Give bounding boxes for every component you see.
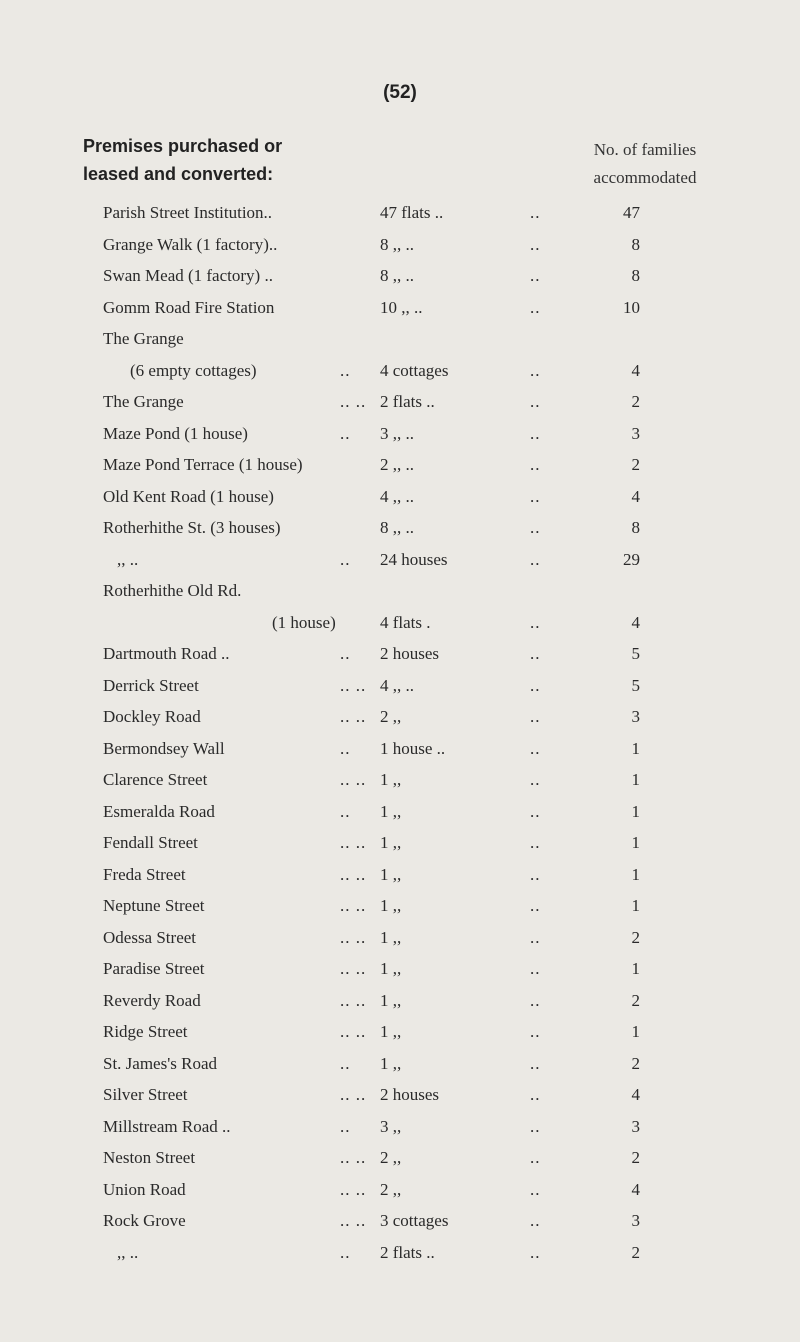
families-cell: 1 (631, 896, 640, 915)
leader-dots: .. (530, 801, 541, 821)
leader-dots: .. (340, 360, 351, 380)
families-cell: 3 (631, 707, 640, 726)
premises-cell: ,, .. (117, 1242, 139, 1262)
premises-cell: Maze Pond Terrace (1 house) (103, 455, 303, 474)
families-cell: 5 (631, 675, 640, 695)
table-row (0, 512, 800, 544)
premises-cell: ,, .. (117, 549, 139, 569)
families-cell: 1 (631, 801, 640, 821)
leader-dots: .. (530, 203, 541, 222)
leader-dots: .. (340, 423, 351, 443)
leader-dots: .. (530, 1242, 541, 1262)
families-column-heading (555, 136, 735, 192)
families-heading-line-2: accommodated (593, 168, 697, 187)
leader-dots: .. .. (340, 864, 367, 884)
table-row (0, 922, 800, 954)
premises-cell: Old Kent Road (1 house) (103, 486, 274, 506)
table-row (0, 607, 800, 639)
leader-dots: .. (530, 486, 541, 506)
families-cell: 4 (631, 612, 640, 632)
table-row (0, 670, 800, 702)
premises-cell: St. James's Road (103, 1053, 218, 1073)
premises-cell: Reverdy Road (103, 990, 201, 1010)
families-cell: 4 (631, 1179, 640, 1199)
leader-dots: .. (530, 738, 541, 758)
premises-table (0, 197, 800, 1268)
accommodation-cell: 1 ,, (380, 801, 402, 821)
premises-cell: (1 house) (272, 612, 336, 632)
accommodation-cell: 1 ,, (380, 770, 402, 789)
leader-dots: .. .. (340, 959, 367, 978)
accommodation-cell: 1 ,, (380, 864, 402, 884)
accommodation-cell: 10 ,, .. (380, 297, 423, 317)
families-cell: 8 (631, 266, 640, 285)
accommodation-cell: 3 ,, (380, 1116, 402, 1136)
leader-dots: .. .. (340, 392, 367, 411)
leader-dots: .. (530, 896, 541, 915)
leader-dots: .. (530, 833, 541, 852)
premises-cell: Odessa Street (103, 927, 197, 947)
leader-dots: .. (340, 738, 351, 758)
table-row (0, 1016, 800, 1048)
table-row (0, 1111, 800, 1143)
table-row (0, 481, 800, 513)
families-cell: 2 (631, 1148, 640, 1167)
accommodation-cell: 3 cottages (380, 1211, 449, 1230)
leader-dots: .. .. (340, 1211, 367, 1230)
leader-dots: .. (530, 392, 541, 411)
leader-dots: .. (530, 455, 541, 474)
families-cell: 3 (631, 423, 640, 443)
accommodation-cell: 1 ,, (380, 896, 402, 915)
premises-cell: Gomm Road Fire Station (103, 297, 275, 317)
premises-cell: Freda Street (103, 864, 186, 884)
accommodation-cell: 1 ,, (380, 927, 402, 947)
table-row (0, 1079, 800, 1111)
table-row (0, 386, 800, 418)
leader-dots: .. (530, 1053, 541, 1073)
section-heading (83, 132, 282, 188)
table-row (0, 638, 800, 670)
table-row (0, 985, 800, 1017)
leader-dots: .. (530, 297, 541, 317)
accommodation-cell: 1 house .. (380, 738, 446, 758)
leader-dots: .. .. (340, 833, 367, 852)
accommodation-cell: 2 ,, (380, 1179, 402, 1199)
accommodation-cell: 8 ,, .. (380, 234, 414, 254)
accommodation-cell: 4 ,, .. (380, 675, 414, 695)
leader-dots: .. (530, 1211, 541, 1230)
premises-cell: Parish Street Institution.. (103, 203, 273, 222)
table-row (0, 229, 800, 261)
families-cell: 8 (631, 518, 640, 537)
leader-dots: .. (340, 644, 351, 663)
premises-cell: Rock Grove (103, 1211, 186, 1230)
accommodation-cell: 2 flats .. (380, 1242, 435, 1262)
premises-cell: Rotherhithe St. (3 houses) (103, 518, 281, 537)
leader-dots: .. (530, 234, 541, 254)
leader-dots: .. (530, 1022, 541, 1041)
accommodation-cell: 4 flats . (380, 612, 431, 632)
leader-dots: .. (530, 423, 541, 443)
families-cell: 10 (623, 297, 640, 317)
leader-dots: .. (530, 1116, 541, 1136)
accommodation-cell: 2 flats .. (380, 392, 435, 411)
premises-cell: Millstream Road .. (103, 1116, 231, 1136)
families-cell: 1 (631, 833, 640, 852)
accommodation-cell: 1 ,, (380, 990, 402, 1010)
table-row (0, 355, 800, 387)
table-row (0, 1174, 800, 1206)
leader-dots: .. (530, 990, 541, 1010)
premises-cell: Union Road (103, 1179, 186, 1199)
table-row (0, 292, 800, 324)
table-row (0, 827, 800, 859)
table-row (0, 701, 800, 733)
accommodation-cell: 47 flats .. (380, 203, 444, 222)
leader-dots: .. .. (340, 707, 367, 726)
section-heading-line-2: leased and converted: (83, 164, 274, 184)
premises-cell: Dockley Road (103, 707, 201, 726)
premises-cell: Swan Mead (1 factory) .. (103, 266, 273, 285)
table-row (0, 890, 800, 922)
premises-cell: Bermondsey Wall (103, 738, 225, 758)
premises-cell: Neston Street (103, 1148, 196, 1167)
leader-dots: .. .. (340, 1148, 367, 1167)
premises-cell: The Grange (103, 392, 184, 411)
leader-dots: .. (340, 549, 351, 569)
premises-cell: Neptune Street (103, 896, 205, 915)
families-cell: 4 (631, 1085, 640, 1104)
families-cell: 47 (623, 203, 640, 222)
accommodation-cell: 1 ,, (380, 959, 402, 978)
accommodation-cell: 2 ,, (380, 1148, 402, 1167)
accommodation-cell: 8 ,, .. (380, 266, 414, 285)
accommodation-cell: 4 ,, .. (380, 486, 414, 506)
leader-dots: .. (530, 1148, 541, 1167)
table-row (0, 418, 800, 450)
families-cell: 5 (631, 644, 640, 663)
families-cell: 2 (631, 927, 640, 947)
accommodation-cell: 4 cottages (380, 360, 449, 380)
leader-dots: .. .. (340, 770, 367, 789)
leader-dots: .. .. (340, 1179, 367, 1199)
leader-dots: .. (530, 959, 541, 978)
premises-cell: Esmeralda Road (103, 801, 215, 821)
table-row (0, 1048, 800, 1080)
accommodation-cell: 2 houses (380, 644, 440, 663)
accommodation-cell: 3 ,, .. (380, 423, 414, 443)
accommodation-cell: 2 ,, .. (380, 455, 414, 474)
leader-dots: .. (530, 266, 541, 285)
families-cell: 1 (631, 770, 640, 789)
leader-dots: .. (530, 927, 541, 947)
leader-dots: .. .. (340, 990, 367, 1010)
accommodation-cell: 24 houses (380, 549, 448, 569)
families-cell: 4 (631, 486, 640, 506)
accommodation-cell: 1 ,, (380, 1053, 402, 1073)
leader-dots: .. (340, 1116, 351, 1136)
table-row (0, 796, 800, 828)
accommodation-cell: 1 ,, (380, 833, 402, 852)
table-row (0, 953, 800, 985)
table-row (0, 1142, 800, 1174)
families-cell: 3 (631, 1211, 640, 1230)
leader-dots: .. (530, 864, 541, 884)
families-cell: 1 (631, 738, 640, 758)
table-row (0, 1205, 800, 1237)
premises-cell: Rotherhithe Old Rd. (103, 581, 242, 600)
premises-cell: Paradise Street (103, 959, 205, 978)
families-heading-line-1: No. of families (593, 140, 697, 159)
leader-dots: .. (530, 770, 541, 789)
leader-dots: .. (530, 518, 541, 537)
families-cell: 2 (631, 1053, 640, 1073)
families-cell: 2 (631, 455, 640, 474)
families-cell: 2 (631, 990, 640, 1010)
table-row (0, 764, 800, 796)
accommodation-cell: 1 ,, (380, 1022, 402, 1041)
leader-dots: .. (530, 707, 541, 726)
premises-cell: Maze Pond (1 house) (103, 423, 248, 443)
families-cell: 1 (631, 1022, 640, 1041)
leader-dots: .. .. (340, 675, 367, 695)
leader-dots: .. (530, 612, 541, 632)
table-row (0, 449, 800, 481)
families-cell: 1 (631, 864, 640, 884)
families-cell: 1 (631, 959, 640, 978)
leader-dots: .. (530, 360, 541, 380)
families-cell: 29 (623, 549, 640, 569)
table-row (0, 544, 800, 576)
premises-cell: Dartmouth Road .. (103, 644, 230, 663)
premises-cell: Fendall Street (103, 833, 198, 852)
premises-cell: (6 empty cottages) (130, 360, 257, 380)
page-number: (52) (383, 82, 417, 103)
accommodation-cell: 2 ,, (380, 707, 402, 726)
table-row (0, 260, 800, 292)
table-row (0, 197, 800, 229)
leader-dots: .. .. (340, 1085, 367, 1104)
families-cell: 4 (631, 360, 640, 380)
table-row (0, 1237, 800, 1269)
table-row (0, 575, 800, 607)
leader-dots: .. (340, 801, 351, 821)
leader-dots: .. .. (340, 896, 367, 915)
section-heading-line-1: Premises purchased or (83, 136, 283, 156)
leader-dots: .. .. (340, 1022, 367, 1041)
leader-dots: .. (530, 1085, 541, 1104)
premises-cell: The Grange (103, 329, 184, 348)
leader-dots: .. (530, 1179, 541, 1199)
accommodation-cell: 8 ,, .. (380, 518, 414, 537)
premises-cell: Clarence Street (103, 770, 208, 789)
families-cell: 8 (631, 234, 640, 254)
families-cell: 2 (631, 1242, 640, 1262)
table-row (0, 859, 800, 891)
table-row (0, 733, 800, 765)
premises-cell: Derrick Street (103, 675, 199, 695)
premises-cell: Silver Street (103, 1085, 188, 1104)
leader-dots: .. .. (340, 927, 367, 947)
leader-dots: .. (340, 1242, 351, 1262)
premises-cell: Grange Walk (1 factory).. (103, 234, 278, 254)
leader-dots: .. (530, 549, 541, 569)
leader-dots: .. (340, 1053, 351, 1073)
leader-dots: .. (530, 644, 541, 663)
leader-dots: .. (530, 675, 541, 695)
table-row (0, 323, 800, 355)
families-cell: 2 (631, 392, 640, 411)
accommodation-cell: 2 houses (380, 1085, 440, 1104)
families-cell: 3 (631, 1116, 640, 1136)
premises-cell: Ridge Street (103, 1022, 188, 1041)
